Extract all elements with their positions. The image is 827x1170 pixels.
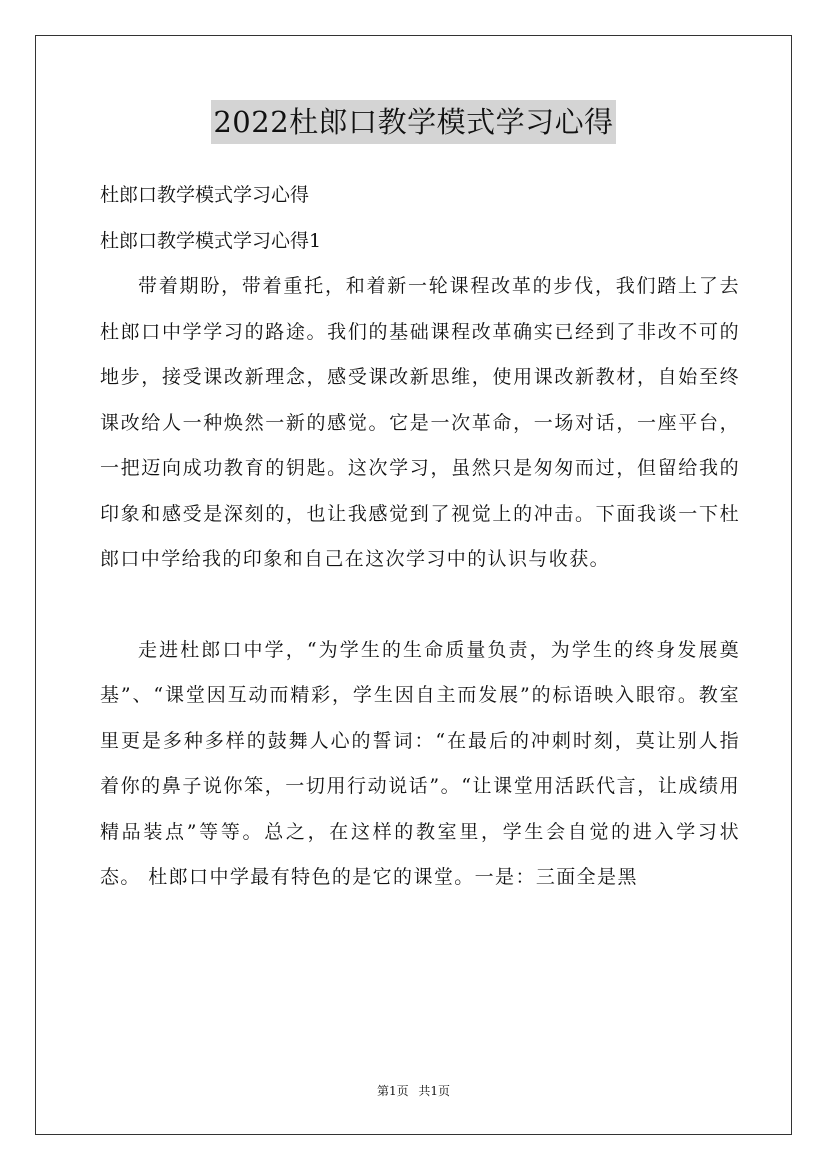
paragraph-2: 走进杜郎口中学，“为学生的生命质量负责，为学生的终身发展奠基”、“课堂因互动而精彩，学生因自主而发展”的标语映入眼帘。教室里更是多种多样的鼓舞人心的誓词：“在最后的冲刺时刻，莫让别人指着你的鼻子说你笨，一切用行动说话”。“让课堂用活跃代言，让成绩用精品装点”等等。总之，在这样的教室里，学生会自觉的进入学习状态。 杜郎口中学最有特色的是它的课堂。一是：三面全是黑 [100,638,740,888]
document-title: 2022杜郎口教学模式学习心得 [211,100,615,144]
title-container [0,100,827,144]
document-subtitle: 杜郎口教学模式学习心得 [100,184,310,206]
document-body [100,172,740,901]
page-footer [0,1083,827,1099]
section-heading: 杜郎口教学模式学习心得1 [100,230,322,252]
page-number-current: 第1页 [376,1084,409,1098]
page-number-total: 共1页 [418,1084,451,1098]
paragraph-1: 带着期盼，带着重托，和着新一轮课程改革的步伐，我们踏上了去杜郎口中学学习的路途。我们的基础课程改革确实已经到了非改不可的地步，接受课改新理念，感受课改新思维，使用课改新教材，自始至终课改给人一种焕然一新的感觉。它是一次革命，一场对话，一座平台，一把迈向成功教育的钥匙。这次学习，虽然只是匆匆而过，但留给我的印象和感受是深刻的，也让我感觉到了视觉上的冲击。下面我谈一下杜郎口中学给我的印象和自己在这次学习中的认识与收获。 [100,275,740,570]
paragraph-spacer [100,583,740,628]
